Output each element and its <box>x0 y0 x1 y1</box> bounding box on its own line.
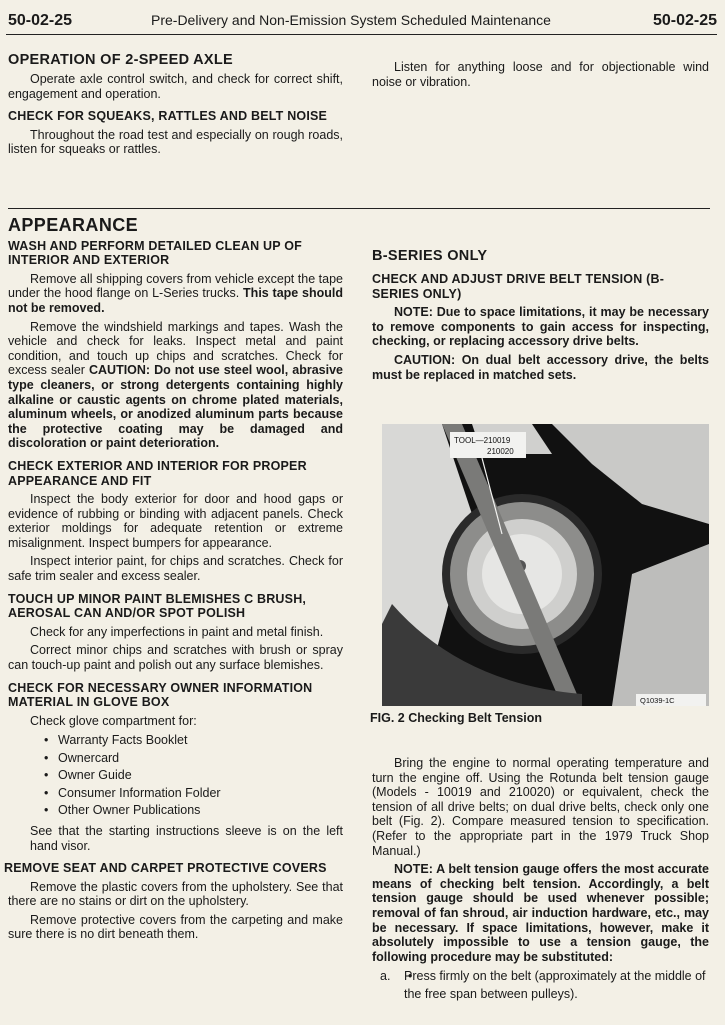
para-glove: Check glove compartment for: <box>30 713 197 728</box>
header-title: Pre-Delivery and Non-Emission System Scheduled Maintenance <box>151 12 551 28</box>
list-item <box>372 968 709 1003</box>
para-axle: Operate axle control switch, and check for correct shift, engagement and operation. <box>8 72 343 101</box>
page-number-left: 50-02-25 <box>8 12 73 29</box>
figure-belt-tension-photo <box>382 424 709 706</box>
heading-appearance: APPEARANCE <box>8 215 139 235</box>
para-remove-shipping-text: Remove all shipping covers from vehicle except the tape under the hood flange on L-Series trucks. <box>8 271 343 301</box>
para-squeaks: Throughout the road test and especially on rough roads, listen for squeaks or rattles. <box>8 127 343 157</box>
figure-caption: FIG. 2 Checking Belt Tension <box>370 711 543 725</box>
note-tension-gauge: NOTE: A belt tension gauge offers the most accurate means of checking belt tension. Accordingly, a belt tension gauge should be used whenever possible; removal of fan shroud, air induction hardware, etc., may be necessary. If space limitations, however, make it absolutely impossible to use a tension gauge, the following procedure may be substituted: <box>372 862 709 964</box>
bseries-section <box>372 248 709 386</box>
section-divider <box>8 208 710 209</box>
belt-gauge-illustration <box>382 424 709 706</box>
appearance-section <box>4 215 343 946</box>
figure-tool-label-2: 210020 <box>487 447 514 456</box>
heading-touch-up: TOUCH UP MINOR PAINT BLEMISHES C BRUSH, AEROSAL CAN AND/OR SPOT POLISH <box>8 591 307 621</box>
bseries-procedure <box>372 756 709 1003</box>
heading-bseries: B-SERIES ONLY <box>372 248 488 264</box>
para-correct-chips: Correct minor chips and scratches with brush or spray can touch-up paint and polish out any surface blemishes. <box>8 643 343 673</box>
list-item: • Consumer Information Folder <box>8 785 343 803</box>
para-remove-shipping-bold: This tape should not be removed. <box>8 286 343 315</box>
heading-2-speed-axle: OPERATION OF 2-SPEED AXLE <box>8 52 234 68</box>
heading-wash: WASH AND PERFORM DETAILED CLEAN UP OF INTERIOR AND EXTERIOR <box>8 238 302 268</box>
left-top-section <box>8 52 343 161</box>
figure-tool-label-1: TOOL—210019 <box>454 436 511 445</box>
para-interior: Inspect interior paint, for chips and scratches. Check for safe trim sealer and excess sealer. <box>8 554 343 584</box>
note-space-limitations: NOTE: Due to space limitations, it may be necessary to remove components to gain access for inspecting, checking, or replacing accessory drive belts. <box>372 305 709 349</box>
para-imperfections: Check for any imperfections in paint and metal finish. <box>30 624 324 639</box>
heading-exterior-interior: CHECK EXTERIOR AND INTERIOR FOR PROPER APPEARANCE AND FIT <box>8 458 307 488</box>
step-text: Press firmly on the belt (approximately at the middle of the free span between pulleys). <box>404 969 706 1001</box>
list-item: • Warranty Facts Booklet <box>8 732 343 750</box>
heading-covers: REMOVE SEAT AND CARPET PROTECTIVE COVERS <box>4 861 327 876</box>
para-exterior: Inspect the body exterior for door and hood gaps or evidence of rubbing or binding with adjacent panels. Check exterior moldings for adequate retention or extreme misalignment. Inspect bumpers for appearance. <box>8 492 343 550</box>
page-header <box>6 8 717 35</box>
right-top-section <box>372 60 709 93</box>
para-remove-shipping <box>8 272 343 316</box>
para-sleeve: See that the starting instructions sleeve is on the left hand visor. <box>30 823 343 853</box>
figure-code: Q1039-1C <box>640 696 675 705</box>
step-label: • a. <box>380 969 391 984</box>
list-item: • Ownercard <box>8 750 343 768</box>
page-number-right: 50-02-25 <box>652 12 717 29</box>
caution-steel-wool: CAUTION: Do not use steel wool, abrasive type cleaners, or strong detergents containing highly alkaline or caustic agents on chrome plated materials, aluminum wheels, or anodized aluminum parts because the protective coating may be damaged and discoloration or paint deterioration. <box>8 363 343 451</box>
list-item: • Owner Guide <box>8 767 343 785</box>
list-item: • Other Owner Publications <box>8 802 343 820</box>
para-covers-2: Remove protective covers from the carpeting and make sure there is no dirt beneath them. <box>8 912 343 942</box>
heading-owner-info: CHECK FOR NECESSARY OWNER INFORMATION MATERIAL IN GLOVE BOX <box>8 680 313 710</box>
caution-dual-belt: CAUTION: On dual belt accessory drive, the belts must be replaced in matched sets. <box>372 352 709 382</box>
heading-belt-tension: CHECK AND ADJUST DRIVE BELT TENSION (B-SERIES ONLY) <box>372 272 665 301</box>
para-windshield-text: Remove the windshield markings and tapes. Wash the vehicle and check for leaks. Inspect metal and paint condition, and touch up chips and scratches. Check for excess sealer <box>8 319 343 378</box>
heading-squeaks: CHECK FOR SQUEAKS, RATTLES AND BELT NOISE <box>8 109 328 124</box>
glove-list <box>8 732 343 820</box>
para-windshield <box>8 320 343 451</box>
para-listen: Listen for anything loose and for objectionable wind noise or vibration. <box>372 60 709 89</box>
para-bring-engine: Bring the engine to normal operating temperature and turn the engine off. Using the Rotunda belt tension gauge (Models - 10019 and 210020) or equivalent, check the tension of all drive belts; on dual drive belts, check only one belt (Fig. 2). Compare measured tension to specification. (Refer to the appropriate part in the 1979 Truck Shop Manual.) <box>372 756 709 858</box>
para-covers-1: Remove the plastic covers from the upholstery. See that there are no stains or dirt on the upholstery. <box>8 879 343 909</box>
procedure-steps <box>372 968 709 1003</box>
